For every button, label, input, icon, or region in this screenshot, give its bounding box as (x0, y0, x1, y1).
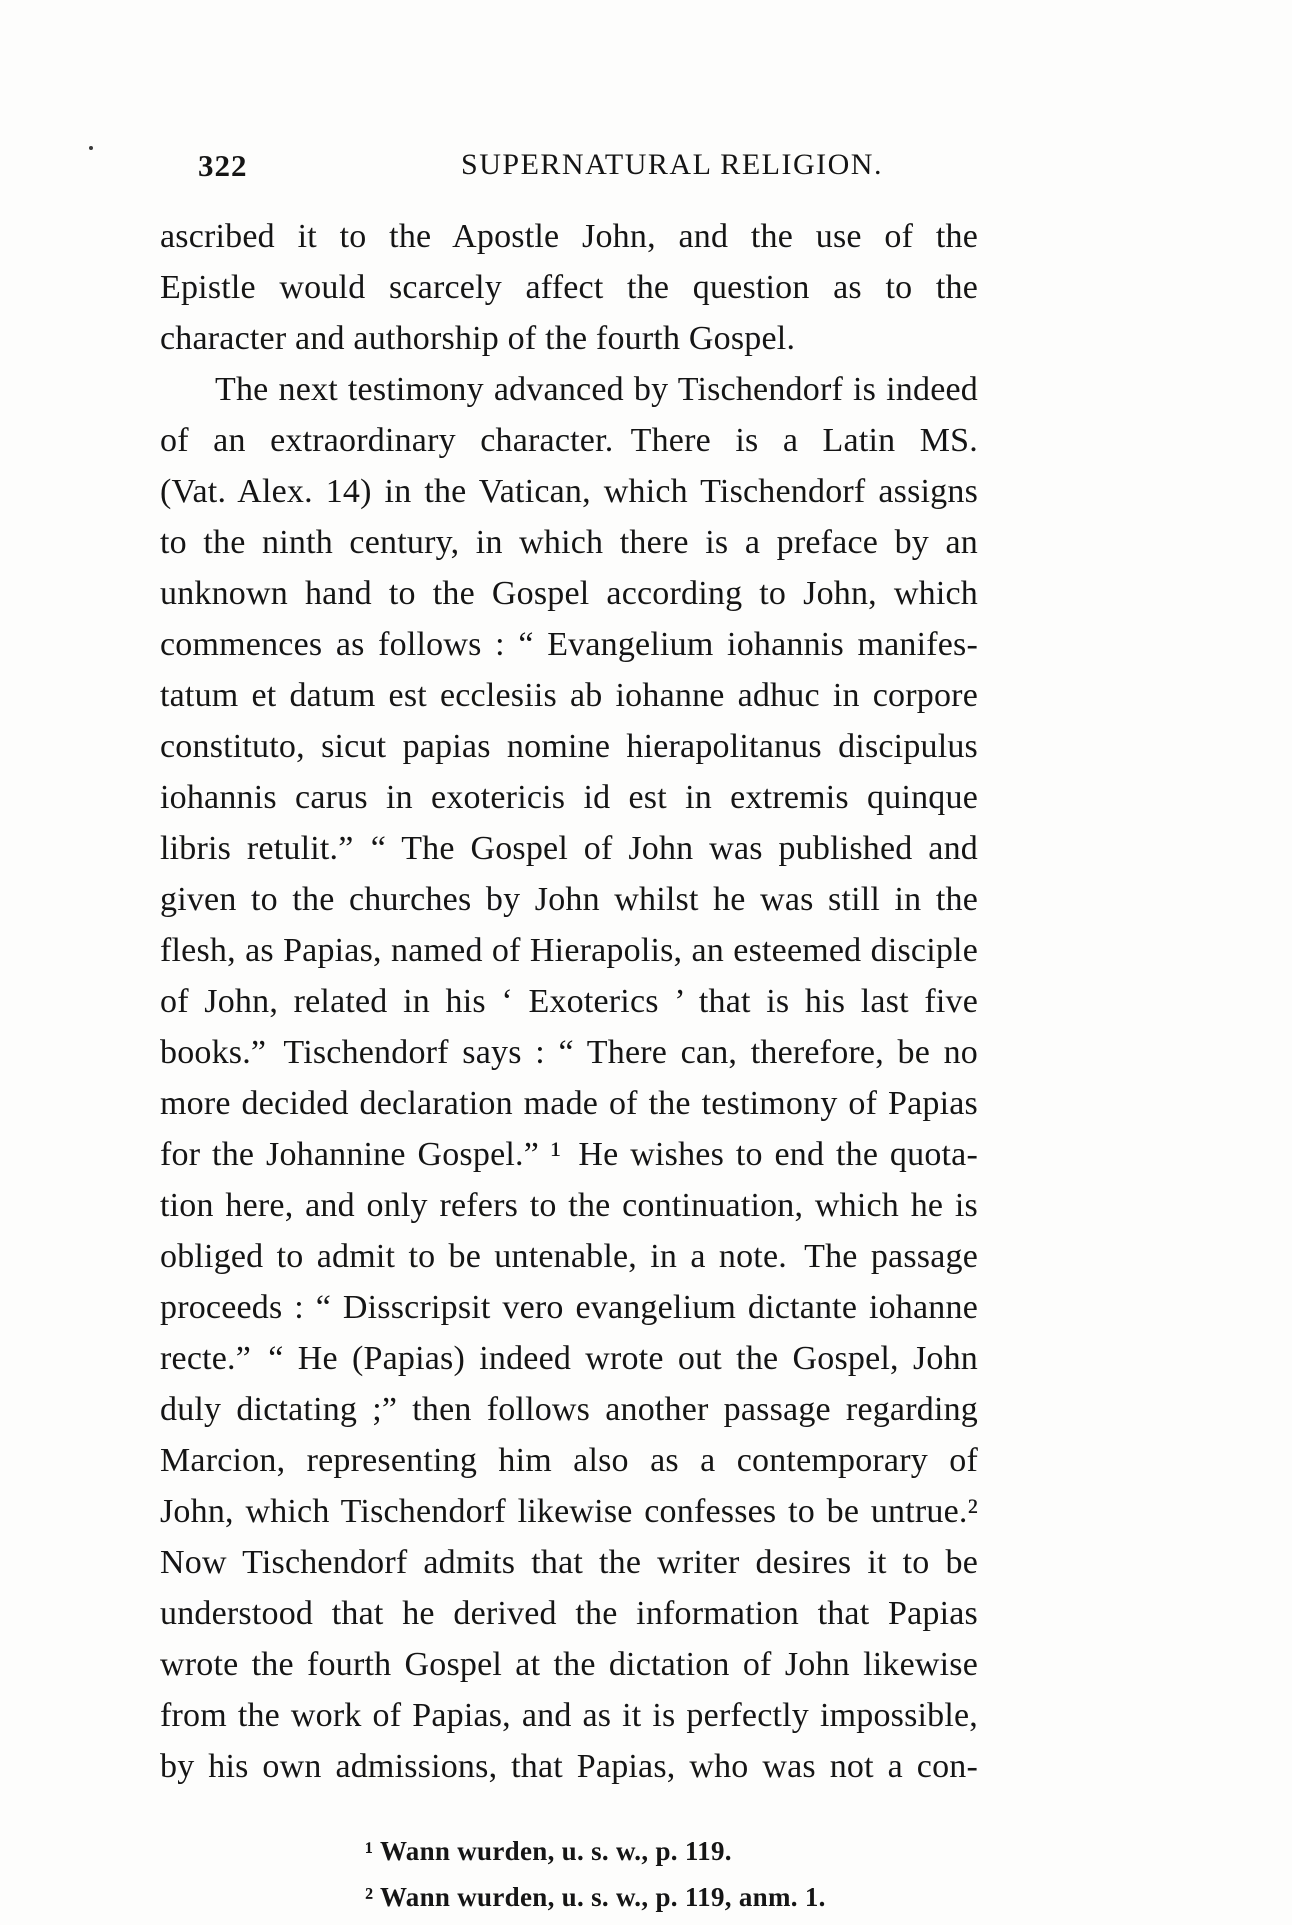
text-line: tion here, and only refers to the continuation, which he is (160, 1187, 978, 1224)
text-line: constituto, sicut papias nomine hierapolitanus discipulus (160, 728, 978, 765)
text-line: understood that he derived the information that Papias (160, 1595, 978, 1632)
text-line: for the Johannine Gospel.” ¹ He wishes to end the quota- (160, 1136, 978, 1173)
text-line: wrote the fourth Gospel at the dictation of John likewise (160, 1646, 978, 1683)
body-text (160, 211, 978, 1792)
text-line: tatum et datum est ecclesiis ab iohanne adhuc in corpore (160, 677, 978, 714)
running-title: SUPERNATURAL RELIGION. (461, 148, 883, 181)
text-line: unknown hand to the Gospel according to John, which (160, 575, 978, 612)
text-line: iohannis carus in exotericis id est in extremis quinque (160, 779, 978, 816)
text-line: Now Tischendorf admits that the writer desires it to be (160, 1544, 978, 1581)
text-line: libris retulit.” “ The Gospel of John was published and (160, 830, 978, 867)
text-line: of John, related in his ‘ Exoterics ’ that is his last five (160, 983, 978, 1020)
text-line: (Vat. Alex. 14) in the Vatican, which Tischendorf assigns (160, 473, 978, 510)
page-header (0, 148, 1292, 188)
text-line: to the ninth century, in which there is a preface by an (160, 524, 978, 561)
text-line: duly dictating ;” then follows another passage regarding (160, 1391, 978, 1428)
footnote-line: ² Wann wurden, u. s. w., p. 119, anm. 1. (365, 1882, 826, 1912)
text-line: John, which Tischendorf likewise confesses to be untrue.² (160, 1493, 978, 1530)
text-line: The next testimony advanced by Tischendorf is indeed (215, 371, 978, 408)
page-number: 322 (198, 148, 248, 183)
text-line: obliged to admit to be untenable, in a note. The passage (160, 1238, 978, 1275)
text-line: ascribed it to the Apostle John, and the use of the (160, 218, 978, 255)
text-line: commences as follows : “ Evangelium iohannis manifes- (160, 626, 978, 663)
text-line: recte.” “ He (Papias) indeed wrote out the Gospel, John (160, 1340, 978, 1377)
text-line: proceeds : “ Disscripsit vero evangelium dictante iohanne (160, 1289, 978, 1326)
text-line: Epistle would scarcely affect the question as to the (160, 269, 978, 306)
text-line: flesh, as Papias, named of Hierapolis, an esteemed disciple (160, 932, 978, 969)
text-line: books.” Tischendorf says : “ There can, therefore, be no (160, 1034, 978, 1071)
footnote-line: ¹ Wann wurden, u. s. w., p. 119. (365, 1836, 732, 1866)
text-line: character and authorship of the fourth Gospel. (160, 320, 796, 357)
text-line: by his own admissions, that Papias, who was not a con- (160, 1748, 978, 1785)
text-line: Marcion, representing him also as a contemporary of (160, 1442, 978, 1479)
text-line: given to the churches by John whilst he was still in the (160, 881, 978, 918)
text-line: of an extraordinary character. There is a Latin MS. (160, 422, 978, 459)
text-line: from the work of Papias, and as it is perfectly impossible, (160, 1697, 978, 1734)
footnotes (160, 1828, 978, 1920)
text-line: more decided declaration made of the testimony of Papias (160, 1085, 978, 1122)
